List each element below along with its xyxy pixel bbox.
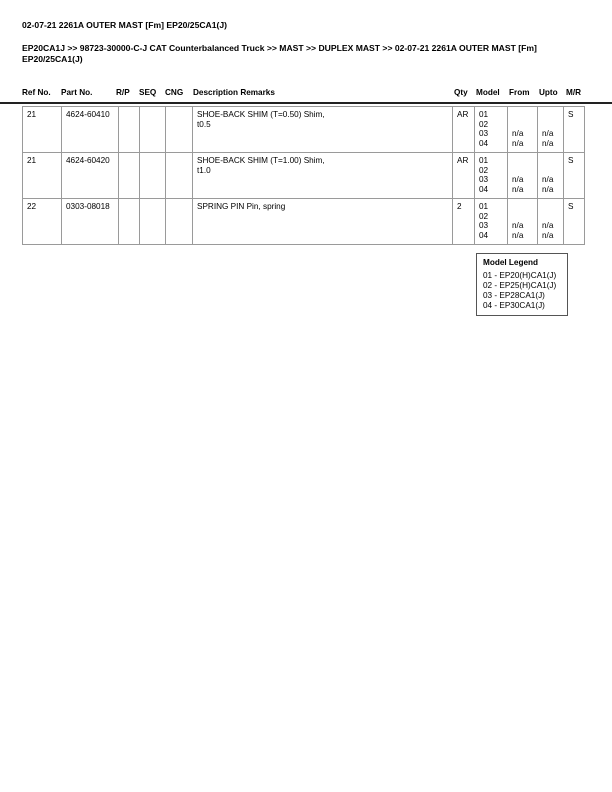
model-code: 03	[479, 175, 489, 185]
description-text: SHOE-BACK SHIM (T=1.00) Shim,	[197, 156, 325, 165]
description-text: SPRING PIN Pin, spring	[197, 202, 286, 211]
ref-no-cell: 21	[23, 153, 62, 199]
model-code: 02	[479, 119, 489, 129]
header-from: From	[509, 88, 530, 97]
header-rp: R/P	[116, 88, 130, 97]
seq-cell	[140, 153, 166, 199]
model-code: 04	[479, 184, 489, 194]
upto-cell	[538, 107, 564, 153]
from-value	[512, 166, 533, 176]
rp-cell	[119, 107, 140, 153]
from-value: n/a	[512, 175, 524, 185]
description-cell	[193, 107, 453, 153]
header-description: Description Remarks	[193, 88, 275, 97]
from-value: n/a	[512, 138, 524, 148]
cng-cell	[166, 107, 193, 153]
from-cell	[508, 107, 538, 153]
qty-cell: AR	[453, 107, 475, 153]
qty-cell: AR	[453, 153, 475, 199]
upto-value	[542, 110, 559, 120]
upto-value: n/a	[542, 221, 554, 231]
ref-no-cell: 22	[23, 199, 62, 245]
cng-cell	[166, 199, 193, 245]
header-seq: SEQ	[139, 88, 157, 97]
part-no-cell: 4624-60410	[62, 107, 119, 153]
model-cell	[475, 153, 508, 199]
legend-item: 04 - EP30CA1(J)	[483, 301, 545, 310]
model-code: 02	[479, 211, 489, 221]
qty-cell: 2	[453, 199, 475, 245]
from-value: n/a	[512, 230, 524, 240]
mr-cell: S	[564, 107, 585, 153]
from-value	[512, 202, 533, 212]
upto-value: n/a	[542, 175, 554, 185]
model-code: 04	[479, 138, 489, 148]
upto-value	[542, 166, 559, 176]
seq-cell	[140, 107, 166, 153]
page-title: 02-07-21 2261A OUTER MAST [Fm] EP20/25CA1(J)	[22, 20, 228, 30]
header-model: Model	[476, 88, 500, 97]
cng-cell	[166, 153, 193, 199]
from-value: n/a	[512, 221, 524, 231]
table-row[interactable]	[23, 107, 585, 153]
model-code: 01	[479, 202, 489, 211]
header-upto: Upto	[539, 88, 558, 97]
remarks-text: t1.0	[197, 166, 211, 175]
from-value	[512, 156, 533, 166]
description-cell	[193, 199, 453, 245]
part-no-cell: 0303-08018	[62, 199, 119, 245]
model-cell	[475, 199, 508, 245]
legend-item: 03 - EP28CA1(J)	[483, 291, 545, 300]
part-no-cell: 4624-60420	[62, 153, 119, 199]
header-qty: Qty	[454, 88, 468, 97]
rp-cell	[119, 153, 140, 199]
upto-cell	[538, 199, 564, 245]
upto-value: n/a	[542, 230, 554, 240]
description-cell	[193, 153, 453, 199]
mr-cell: S	[564, 153, 585, 199]
seq-cell	[140, 199, 166, 245]
header-part-no: Part No.	[61, 88, 93, 97]
model-code: 01	[479, 110, 489, 119]
header-divider	[0, 102, 612, 104]
from-value: n/a	[512, 129, 524, 139]
from-value	[512, 120, 533, 130]
mr-cell: S	[564, 199, 585, 245]
legend-title: Model Legend	[483, 258, 539, 267]
ref-no-cell: 21	[23, 107, 62, 153]
table-row[interactable]	[23, 199, 585, 245]
upto-value	[542, 202, 559, 212]
upto-value: n/a	[542, 138, 554, 148]
from-cell	[508, 153, 538, 199]
upto-value: n/a	[542, 184, 554, 194]
upto-value	[542, 212, 559, 222]
from-value: n/a	[512, 184, 524, 194]
model-code: 01	[479, 156, 489, 165]
model-code: 03	[479, 221, 489, 231]
header-mr: M/R	[566, 88, 582, 97]
remarks-text: t0.5	[197, 120, 211, 129]
model-code: 02	[479, 165, 489, 175]
upto-value	[542, 120, 559, 130]
from-value	[512, 110, 533, 120]
model-code: 04	[479, 230, 489, 240]
breadcrumb: EP20CA1J >> 98723-30000-C-J CAT Counterbalanced Truck >> MAST >> DUPLEX MAST >> 02-07-21 2261A OUTER MAST [Fm] EP20/25CA1(J)	[22, 43, 537, 64]
upto-value	[542, 156, 559, 166]
legend-item: 02 - EP25(H)CA1(J)	[483, 281, 557, 290]
header-cng: CNG	[165, 88, 184, 97]
parts-table	[22, 106, 585, 245]
table-row[interactable]	[23, 153, 585, 199]
upto-value: n/a	[542, 129, 554, 139]
from-value	[512, 212, 533, 222]
model-cell	[475, 107, 508, 153]
model-code: 03	[479, 129, 489, 139]
description-text: SHOE-BACK SHIM (T=0.50) Shim,	[197, 110, 325, 119]
from-cell	[508, 199, 538, 245]
rp-cell	[119, 199, 140, 245]
header-ref-no: Ref No.	[22, 88, 51, 97]
model-legend	[476, 253, 568, 316]
upto-cell	[538, 153, 564, 199]
legend-item: 01 - EP20(H)CA1(J)	[483, 271, 557, 280]
